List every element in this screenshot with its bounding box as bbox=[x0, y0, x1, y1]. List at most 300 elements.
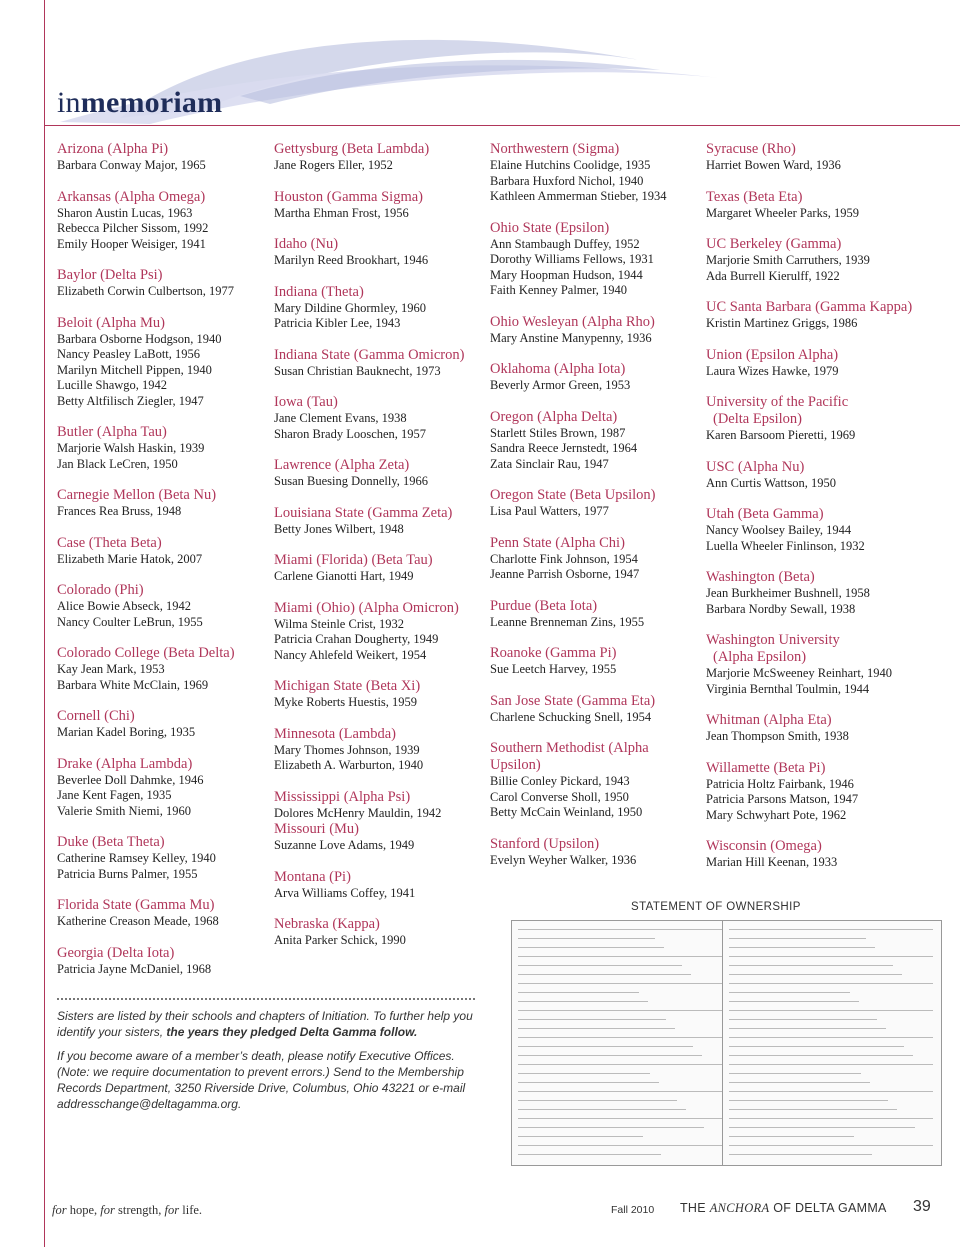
member-name: Jane Kent Fagen, 1935 bbox=[57, 788, 172, 802]
form-line bbox=[518, 938, 655, 939]
member-name: Alice Bowie Abseck, 1942 bbox=[57, 599, 192, 613]
member-name: Billie Conley Pickard, 1943 bbox=[490, 774, 630, 788]
memoriam-column-4 bbox=[706, 141, 916, 886]
memoriam-column-1 bbox=[57, 141, 267, 992]
chapter-name bbox=[57, 267, 267, 284]
form-line bbox=[518, 1046, 693, 1047]
chapter-name bbox=[706, 632, 916, 666]
chapter-entry bbox=[274, 552, 484, 585]
chapter-entry bbox=[490, 740, 700, 821]
member-name: Carlene Gianotti Hart, 1949 bbox=[274, 569, 414, 583]
chapter-name bbox=[706, 141, 916, 158]
chapter-name bbox=[490, 487, 700, 504]
footer-issue: Fall 2010 bbox=[611, 1204, 655, 1216]
chapter-name bbox=[57, 834, 267, 851]
chapter-name-line: Northwestern (Sigma) bbox=[490, 141, 620, 157]
form-line bbox=[729, 947, 875, 948]
member-name: Marilyn Reed Brookhart, 1946 bbox=[274, 253, 429, 267]
notes-text: Sisters are listed by their schools and chapters of Initiation. To further help you identify your sisters, bbox=[57, 1009, 473, 1039]
chapter-entry bbox=[57, 582, 267, 630]
chapter-name-line: Willamette (Beta Pi) bbox=[706, 759, 826, 776]
chapter-name-line: Texas (Beta Eta) bbox=[706, 188, 803, 205]
member-name: Elaine Hutchins Coolidge, 1935 bbox=[490, 158, 651, 172]
chapter-name-line: Oklahoma (Alpha Iota) bbox=[490, 361, 626, 377]
member-name: Jean Thompson Smith, 1938 bbox=[706, 729, 849, 743]
header-rule bbox=[44, 125, 960, 126]
chapter-name bbox=[57, 897, 267, 914]
member-name: Leanne Brenneman Zins, 1955 bbox=[490, 614, 645, 629]
page-number: 39 bbox=[913, 1198, 931, 1215]
chapter-entry bbox=[57, 141, 267, 174]
chapter-name bbox=[490, 740, 700, 774]
member-name: Mary Dildine Ghormley, 1960 bbox=[274, 300, 426, 315]
chapter-name-line: Michigan State (Beta Xi) bbox=[274, 678, 421, 694]
chapter-entry bbox=[274, 189, 484, 222]
member-name: Patricia Jayne McDaniel, 1968 bbox=[57, 961, 212, 976]
chapter-name bbox=[274, 189, 484, 206]
statement-of-ownership-heading: STATEMENT OF OWNERSHIP bbox=[631, 901, 801, 913]
chapter-name-line: Penn State (Alpha Chi) bbox=[490, 534, 625, 551]
chapter-entry bbox=[57, 315, 267, 410]
chapter-entry bbox=[490, 645, 700, 678]
form-line bbox=[729, 1028, 886, 1029]
chapter-name-line: Utah (Beta Gamma) bbox=[706, 506, 824, 522]
chapter-entry bbox=[706, 712, 916, 745]
notes-section bbox=[57, 998, 475, 1120]
member-name: Charlotte Fink Johnson, 1954 bbox=[490, 551, 638, 566]
chapter-entry bbox=[57, 189, 267, 253]
chapter-name-line: Carnegie Mellon (Beta Nu) bbox=[57, 487, 217, 503]
notes-divider bbox=[57, 998, 475, 1000]
member-name: Susan Christian Bauknecht, 1973 bbox=[274, 363, 441, 378]
member-name: Barbara Osborne Hodgson, 1940 bbox=[57, 331, 222, 346]
member-name: Patricia Burns Palmer, 1955 bbox=[57, 866, 198, 881]
chapter-entry bbox=[706, 459, 916, 492]
chapter-name bbox=[274, 552, 484, 569]
member-name: Karen Barsoom Pieretti, 1969 bbox=[706, 428, 856, 442]
chapter-name bbox=[706, 506, 916, 523]
chapter-name-line: Minnesota (Lambda) bbox=[274, 725, 397, 742]
member-name: Kathleen Ammerman Stieber, 1934 bbox=[490, 189, 667, 203]
chapter-entry bbox=[706, 760, 916, 824]
member-name: Marjorie Walsh Haskin, 1939 bbox=[57, 441, 205, 455]
tagline-word: life. bbox=[179, 1203, 203, 1217]
chapter-name-line: Purdue (Beta Iota) bbox=[490, 597, 598, 614]
member-name: Margaret Wheeler Parks, 1959 bbox=[706, 205, 859, 220]
chapter-name bbox=[274, 869, 484, 886]
chapter-name bbox=[274, 505, 484, 522]
chapter-entry bbox=[57, 756, 267, 820]
chapter-entry bbox=[706, 236, 916, 284]
chapter-name bbox=[490, 598, 700, 615]
member-name: Suzanne Love Adams, 1949 bbox=[274, 838, 415, 852]
chapter-entry bbox=[274, 394, 484, 442]
member-name: Anita Parker Schick, 1990 bbox=[274, 933, 406, 947]
form-line bbox=[518, 1091, 722, 1092]
member-name: Marian Kadel Boring, 1935 bbox=[57, 725, 196, 739]
chapter-entry bbox=[57, 424, 267, 472]
member-name: Marilyn Mitchell Pippen, 1940 bbox=[57, 362, 212, 377]
chapter-name-line: Colorado (Phi) bbox=[57, 582, 144, 598]
form-line bbox=[518, 947, 664, 948]
chapter-name bbox=[274, 457, 484, 474]
chapter-name-line: University of the Pacific bbox=[706, 394, 849, 410]
chapter-name-line: Georgia (Delta Iota) bbox=[57, 944, 175, 961]
member-name: Evelyn Weyher Walker, 1936 bbox=[490, 852, 637, 867]
chapter-name-line: Roanoke (Gamma Pi) bbox=[490, 645, 617, 661]
page-title bbox=[57, 86, 222, 120]
form-line bbox=[518, 1136, 643, 1137]
member-name: Elizabeth Corwin Culbertson, 1977 bbox=[57, 284, 235, 298]
chapter-name-line: Cornell (Chi) bbox=[57, 708, 135, 724]
form-line bbox=[518, 1001, 648, 1002]
member-name: Betty Altfilisch Ziegler, 1947 bbox=[57, 393, 204, 408]
chapter-name bbox=[706, 838, 916, 855]
member-name: Jane Clement Evans, 1938 bbox=[274, 411, 407, 425]
chapter-name bbox=[274, 789, 484, 806]
chapter-entry bbox=[274, 284, 484, 332]
chapter-name bbox=[57, 535, 267, 552]
form-line bbox=[518, 1118, 722, 1119]
chapter-entry bbox=[706, 299, 916, 332]
member-name: Susan Buesing Donnelly, 1966 bbox=[274, 474, 429, 488]
chapter-entry bbox=[274, 821, 484, 854]
magazine-the: THE bbox=[680, 1201, 710, 1215]
form-line bbox=[518, 1145, 722, 1146]
chapter-name-line: Iowa (Tau) bbox=[274, 394, 338, 410]
chapter-name-line: UC Santa Barbara (Gamma Kappa) bbox=[706, 299, 913, 315]
member-name: Marjorie McSweeney Reinhart, 1940 bbox=[706, 666, 893, 680]
chapter-entry bbox=[274, 726, 484, 774]
form-line bbox=[729, 929, 933, 930]
magazine-rest: OF DELTA GAMMA bbox=[769, 1201, 887, 1215]
title-main: memoriam bbox=[80, 86, 223, 119]
chapter-name bbox=[490, 535, 700, 552]
form-line bbox=[518, 1073, 650, 1074]
chapter-name bbox=[274, 600, 484, 617]
chapter-entry bbox=[490, 409, 700, 473]
member-name: Harriet Bowen Ward, 1936 bbox=[706, 158, 841, 172]
member-name: Ann Curtis Wattson, 1950 bbox=[706, 475, 837, 490]
form-line bbox=[729, 983, 933, 984]
form-line bbox=[729, 1073, 861, 1074]
chapter-entry bbox=[490, 598, 700, 631]
chapter-entry bbox=[274, 505, 484, 538]
chapter-entry bbox=[274, 457, 484, 490]
chapter-name bbox=[490, 220, 700, 237]
member-name: Jean Burkheimer Bushnell, 1958 bbox=[706, 586, 870, 600]
chapter-entry bbox=[57, 645, 267, 693]
chapter-entry bbox=[274, 236, 484, 269]
memoriam-column-2 bbox=[274, 141, 484, 964]
form-line bbox=[518, 1028, 675, 1029]
chapter-name-line: Drake (Alpha Lambda) bbox=[57, 755, 193, 772]
chapter-name-line: Florida State (Gamma Mu) bbox=[57, 897, 215, 913]
form-line bbox=[518, 1010, 722, 1011]
notes-paragraph-2: If you become aware of a member’s death, please notify Executive Offices. (Note: we require documentation to prevent errors.) Send to the Membership Records Department, 3250 Riverside Drive, Columbus, Ohio 43221 or e-mail addresschange@deltagamma.org. bbox=[57, 1049, 466, 1111]
chapter-name bbox=[274, 726, 484, 743]
chapter-entry bbox=[274, 347, 484, 380]
member-name: Patricia Parsons Matson, 1947 bbox=[706, 792, 859, 806]
chapter-name bbox=[706, 569, 916, 586]
chapter-name-line: Beloit (Alpha Mu) bbox=[57, 314, 165, 331]
form-line bbox=[729, 1019, 877, 1020]
chapter-entry bbox=[706, 632, 916, 697]
form-line bbox=[729, 1154, 872, 1155]
chapter-name bbox=[57, 582, 267, 599]
member-name: Nancy Peasley LaBott, 1956 bbox=[57, 347, 201, 361]
member-name: Sharon Brady Looschen, 1957 bbox=[274, 426, 427, 441]
member-name: Lisa Paul Watters, 1977 bbox=[490, 504, 609, 518]
member-name: Mary Schwyhart Pote, 1962 bbox=[706, 807, 847, 822]
member-name: Patricia Holtz Fairbank, 1946 bbox=[706, 776, 854, 791]
member-name: Valerie Smith Niemi, 1960 bbox=[57, 803, 192, 818]
chapter-name-line: Baylor (Delta Psi) bbox=[57, 267, 163, 283]
member-name: Nancy Ahlefeld Weikert, 1954 bbox=[274, 647, 427, 662]
member-name: Sharon Austin Lucas, 1963 bbox=[57, 205, 193, 220]
member-name: Jane Rogers Eller, 1952 bbox=[274, 158, 393, 172]
member-name: Zata Sinclair Rau, 1947 bbox=[490, 456, 609, 471]
chapter-name-line: Arizona (Alpha Pi) bbox=[57, 141, 169, 157]
chapter-name bbox=[706, 189, 916, 206]
form-line bbox=[729, 1082, 870, 1083]
member-name: Myke Roberts Huestis, 1959 bbox=[274, 695, 418, 709]
chapter-entry bbox=[274, 869, 484, 902]
member-name: Barbara Conway Major, 1965 bbox=[57, 158, 206, 172]
chapter-name bbox=[490, 314, 700, 331]
member-name: Catherine Ramsey Kelley, 1940 bbox=[57, 851, 216, 865]
chapter-name-line: (Alpha Epsilon) bbox=[713, 649, 807, 665]
form-line bbox=[729, 1091, 933, 1092]
member-name: Lucille Shawgo, 1942 bbox=[57, 378, 168, 392]
notes-emphasis: the years they pledged Delta Gamma follow. bbox=[166, 1025, 418, 1039]
chapter-name bbox=[57, 141, 267, 158]
form-line bbox=[518, 1154, 661, 1155]
form-line bbox=[518, 1064, 722, 1065]
form-line bbox=[518, 956, 722, 957]
chapter-name-line: Ohio Wesleyan (Alpha Rho) bbox=[490, 313, 655, 330]
chapter-name-line: Miami (Ohio) (Alpha Omicron) bbox=[274, 599, 459, 616]
footer-magazine-name bbox=[680, 1201, 887, 1216]
chapter-name-line: UC Berkeley (Gamma) bbox=[706, 236, 842, 252]
chapter-entry bbox=[706, 189, 916, 222]
member-name: Nancy Woolsey Bailey, 1944 bbox=[706, 523, 852, 537]
chapter-name-line: Southern Methodist (Alpha Upsilon) bbox=[490, 740, 649, 773]
chapter-entry bbox=[706, 569, 916, 617]
chapter-name-line: Union (Epsilon Alpha) bbox=[706, 346, 839, 363]
chapter-name-line: Ohio State (Epsilon) bbox=[490, 219, 610, 236]
chapter-name bbox=[57, 487, 267, 504]
chapter-name bbox=[490, 645, 700, 662]
member-name: Dorothy Williams Fellows, 1931 bbox=[490, 252, 654, 266]
chapter-entry bbox=[274, 916, 484, 949]
chapter-name bbox=[706, 712, 916, 729]
chapter-entry bbox=[490, 535, 700, 583]
chapter-name bbox=[490, 361, 700, 378]
form-line bbox=[518, 965, 682, 966]
chapter-name-line: Nebraska (Kappa) bbox=[274, 916, 380, 932]
chapter-name bbox=[57, 424, 267, 441]
chapter-name bbox=[706, 347, 916, 364]
chapter-name bbox=[57, 645, 267, 662]
chapter-name bbox=[490, 693, 700, 710]
chapter-entry bbox=[706, 506, 916, 554]
chapter-name-line: Houston (Gamma Sigma) bbox=[274, 188, 424, 205]
memoriam-column-3 bbox=[490, 141, 700, 883]
chapter-name-line: Whitman (Alpha Eta) bbox=[706, 712, 832, 728]
chapter-name bbox=[57, 708, 267, 725]
member-name: Martha Ehman Frost, 1956 bbox=[274, 205, 409, 220]
chapter-name-line: Indiana (Theta) bbox=[274, 283, 364, 300]
form-line bbox=[729, 938, 866, 939]
chapter-name bbox=[490, 836, 700, 853]
member-name: Mary Anstine Manypenny, 1936 bbox=[490, 330, 652, 345]
member-name: Virginia Bernthal Toulmin, 1944 bbox=[706, 681, 870, 696]
chapter-entry bbox=[706, 394, 916, 444]
chapter-entry bbox=[490, 220, 700, 299]
margin-rule bbox=[44, 0, 45, 1247]
chapter-name-line: Gettysburg (Beta Lambda) bbox=[274, 141, 430, 157]
form-line bbox=[729, 1010, 933, 1011]
chapter-name-line: Syracuse (Rho) bbox=[706, 141, 796, 157]
form-line bbox=[518, 1019, 666, 1020]
member-name: Betty Jones Wilbert, 1948 bbox=[274, 521, 404, 536]
chapter-name bbox=[57, 189, 267, 206]
chapter-name bbox=[490, 141, 700, 158]
member-name: Marjorie Smith Carruthers, 1939 bbox=[706, 253, 870, 267]
tagline-word: hope, bbox=[66, 1203, 101, 1217]
chapter-name bbox=[57, 315, 267, 332]
chapter-entry bbox=[490, 314, 700, 347]
tagline-for: for bbox=[52, 1203, 67, 1217]
chapter-name bbox=[490, 409, 700, 426]
form-line bbox=[729, 974, 902, 975]
chapter-entry bbox=[490, 693, 700, 726]
chapter-entry bbox=[274, 789, 484, 822]
chapter-name-line: San Jose State (Gamma Eta) bbox=[490, 692, 656, 709]
form-line bbox=[518, 1127, 704, 1128]
chapter-entry bbox=[490, 361, 700, 394]
chapter-name-line: Indiana State (Gamma Omicron) bbox=[274, 346, 465, 363]
notes-paragraph-1 bbox=[57, 1008, 475, 1040]
chapter-name-line: Case (Theta Beta) bbox=[57, 534, 162, 551]
member-name: Patricia Crahan Dougherty, 1949 bbox=[274, 632, 439, 646]
chapter-name-line: (Delta Epsilon) bbox=[713, 411, 802, 427]
member-name: Barbara White McClain, 1969 bbox=[57, 677, 209, 692]
chapter-entry bbox=[706, 838, 916, 871]
member-name: Dolores McHenry Mauldin, 1942 bbox=[274, 805, 442, 820]
member-name: Carol Converse Sholl, 1950 bbox=[490, 789, 629, 804]
form-line bbox=[729, 1100, 888, 1101]
member-name: Jan Black LeCren, 1950 bbox=[57, 456, 178, 471]
member-name: Barbara Nordby Sewall, 1938 bbox=[706, 601, 856, 616]
form-line bbox=[729, 965, 893, 966]
chapter-name bbox=[706, 299, 916, 316]
member-name: Arva Williams Coffey, 1941 bbox=[274, 885, 416, 900]
chapter-name-line: Oregon (Alpha Delta) bbox=[490, 408, 618, 425]
chapter-entry bbox=[57, 897, 267, 930]
member-name: Sue Leetch Harvey, 1955 bbox=[490, 662, 617, 676]
chapter-name-line: Mississippi (Alpha Psi) bbox=[274, 788, 411, 805]
form-line bbox=[729, 1118, 933, 1119]
chapter-name bbox=[57, 945, 267, 962]
chapter-entry bbox=[706, 141, 916, 174]
form-line bbox=[729, 1145, 933, 1146]
member-name: Charlene Schucking Snell, 1954 bbox=[490, 709, 652, 724]
chapter-name-line: Washington University bbox=[706, 632, 840, 648]
member-name: Mary Thomes Johnson, 1939 bbox=[274, 742, 420, 757]
chapter-name-line: Arkansas (Alpha Omega) bbox=[57, 188, 206, 205]
form-line bbox=[518, 1100, 677, 1101]
chapter-name-line: Wisconsin (Omega) bbox=[706, 838, 822, 854]
chapter-name bbox=[274, 678, 484, 695]
chapter-entry bbox=[274, 141, 484, 174]
chapter-name-line: Colorado College (Beta Delta) bbox=[57, 645, 235, 661]
chapter-name bbox=[706, 760, 916, 777]
member-name: Elizabeth Marie Hatok, 2007 bbox=[57, 551, 203, 566]
chapter-name bbox=[274, 141, 484, 158]
chapter-name-line: Oregon State (Beta Upsilon) bbox=[490, 487, 656, 503]
statement-form-right bbox=[722, 920, 942, 1166]
chapter-name-line: USC (Alpha Nu) bbox=[706, 458, 805, 475]
chapter-entry bbox=[706, 347, 916, 380]
member-name: Ann Stambaugh Duffey, 1952 bbox=[490, 236, 640, 251]
chapter-entry bbox=[57, 267, 267, 300]
form-line bbox=[729, 1109, 897, 1110]
chapter-name bbox=[274, 916, 484, 933]
member-name: Kristin Martinez Griggs, 1986 bbox=[706, 316, 858, 330]
member-name: Wilma Steinle Crist, 1932 bbox=[274, 616, 405, 631]
chapter-name bbox=[274, 347, 484, 364]
form-line bbox=[729, 1037, 933, 1038]
chapter-name bbox=[274, 394, 484, 411]
form-line bbox=[518, 929, 722, 930]
member-name: Katherine Creason Meade, 1968 bbox=[57, 914, 219, 928]
chapter-name-line: Duke (Beta Theta) bbox=[57, 834, 165, 850]
tagline-for: for bbox=[164, 1203, 180, 1217]
chapter-name bbox=[274, 284, 484, 301]
form-line bbox=[729, 956, 933, 957]
chapter-entry bbox=[57, 487, 267, 520]
member-name: Beverlee Doll Dahmke, 1946 bbox=[57, 772, 204, 787]
member-name: Jeanne Parrish Osborne, 1947 bbox=[490, 567, 640, 581]
form-line bbox=[518, 983, 722, 984]
member-name: Rebecca Pilcher Sissom, 1992 bbox=[57, 221, 209, 235]
form-line bbox=[729, 1136, 854, 1137]
member-name: Starlett Stiles Brown, 1987 bbox=[490, 425, 626, 440]
member-name: Frances Rea Bruss, 1948 bbox=[57, 504, 182, 518]
member-name: Elizabeth A. Warburton, 1940 bbox=[274, 758, 424, 772]
form-line bbox=[518, 992, 639, 993]
chapter-entry bbox=[57, 834, 267, 882]
chapter-name bbox=[274, 236, 484, 253]
member-name: Betty McCain Weinland, 1950 bbox=[490, 805, 643, 819]
footer-tagline bbox=[52, 1203, 202, 1218]
chapter-name bbox=[706, 236, 916, 253]
chapter-name-line: Miami (Florida) (Beta Tau) bbox=[274, 552, 433, 568]
chapter-entry bbox=[274, 678, 484, 711]
member-name: Patricia Kibler Lee, 1943 bbox=[274, 316, 401, 330]
form-line bbox=[729, 992, 850, 993]
form-line bbox=[518, 1109, 686, 1110]
form-line bbox=[518, 1055, 702, 1056]
chapter-name bbox=[706, 394, 916, 428]
member-name: Laura Wizes Hawke, 1979 bbox=[706, 363, 839, 378]
form-line bbox=[729, 1001, 859, 1002]
tagline-for: for bbox=[100, 1203, 115, 1217]
form-line bbox=[729, 1046, 904, 1047]
form-line bbox=[518, 974, 691, 975]
